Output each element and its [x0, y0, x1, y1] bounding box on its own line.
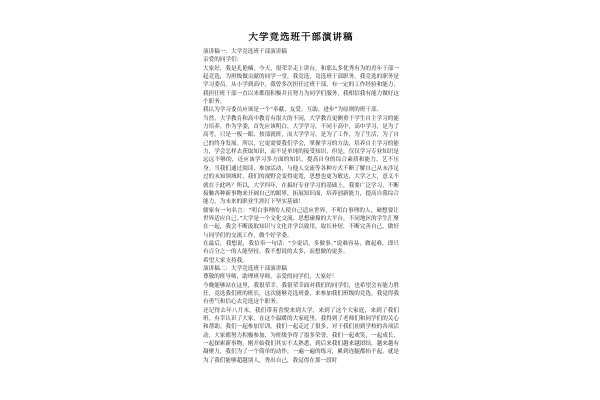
paragraph: 还记得去年八月末，我们带着喜悦来到大学，来到了这个大家庭，来到了我们班。有幸认识了大家，在这个温暖的大家庭里，我得到了老师们和同学们的关心和帮助。我们一起参加军训，我们一起走过了很多，对于我们初到学校的各项活动，大家都努力积极参加，为班级争得了很多荣誉。我们一起欢笑，一起成长，一起探索新事物。刚开始我们其实不太熟悉，到后来我们越来越团结，越来越有凝聚力，我们为了一个简单的动作，一遍一遍的练习，累到连腿都抬不起。就是为了我们能够超越别人，秀出自己，我觉得在那一段时 — [203, 307, 399, 364]
paragraph: 大家好，我是孔艳楠，今天，很荣幸走上讲台，和那么多优秀有为的青年干部一起竞选，为班级做贡献的同学一堂，我竞选，竟选班干部职务。我竞选的职务是学习委员。从小学到高中，我曾多次担任过班干部，有一定的工作经验和能力，我担任班干部一直以来都很积极并且努力为同学们服务，我相信我有能力做好这个职务。 — [203, 65, 399, 106]
paragraph: 儒家有一句名言：“明白事理的人使自己适应世界，不明白事理的人，硬想要让世界适应自己。”大学是一个文化交流、思想碰撞的大平台，不同地区的学生汇聚在一起，我会不断汲取知识与文化并学以致用，取长补短，不断完善自己，做好与同学们的交流工作，做个好学委。 — [203, 207, 399, 239]
paragraph: 我认为学习委员应该是一个“奉献、友爱、互助、进步”为原则的班干部。 — [203, 107, 383, 114]
paragraph: 当然，大学教育和高中教育有很大的不同，大学教育更侧重于学生自主学习的能力培养。作为学委，首先应该明白，大学学习，不同于高中，高中学习，是为了高考，只是一板一眼、按部就班，而大学学习，是为了工作，为了生活，为了自己的终身发展。所以，它更需要我们学会，掌握学习的方法，培养自主学习的能力，学会怎样去获取知识，而不是单纯的接受知识，但是，仅仅学习专业知识是远远不够的，还应该学习多方面的知识，提高自身的综合素质和能力，艺不压身。当我们通过阅读、参加活动、与他人交流等各种方式不断了解自己从未涉足过的未知领域时，我们的视野会变得更宽，思想也更为敏达，大学之大，意义不就在于此吗？所以，大学四年，在搞好专业学习的基础上，我要广泛学习，不断接触各种新事物来开阔自己的眼界，拓展知识面，培养创新能力，提高自我综合能力，为未来的职业生涯打下坚实基础！ — [203, 115, 399, 206]
document-page — [203, 32, 399, 400]
paragraph: 在最后，我想说，我信奉一句话：“少说话，多做事。”说难容易，做起难，即只有百分之一的人能坚持，我不想说的太多，而想做的更多。 — [203, 240, 399, 256]
paragraph: 演讲稿二：大学竞选班干部演讲稿 — [203, 265, 287, 272]
paragraph: 亲爱的同学们： — [203, 57, 243, 64]
paragraph: 今晚能够站在这里，我很荣幸。我很荣幸面对我们的同学们，也希望会有能力胜任，竟选我们班的班长，这次能够竞选班委，来参加我们班级的竞选，我觉得我有勇气和信心去竞选这个职务。 — [203, 282, 399, 306]
paragraph: 演讲稿一：大学竞选班干部演讲稿 — [203, 49, 287, 55]
paragraph: 希望大家支持我。 — [203, 257, 248, 264]
document-title: 大学竞选班干部演讲稿 — [248, 32, 354, 43]
paragraph: 尊敬的班导师，助理班导师，亲爱的同学们，大家好！ — [203, 274, 338, 281]
